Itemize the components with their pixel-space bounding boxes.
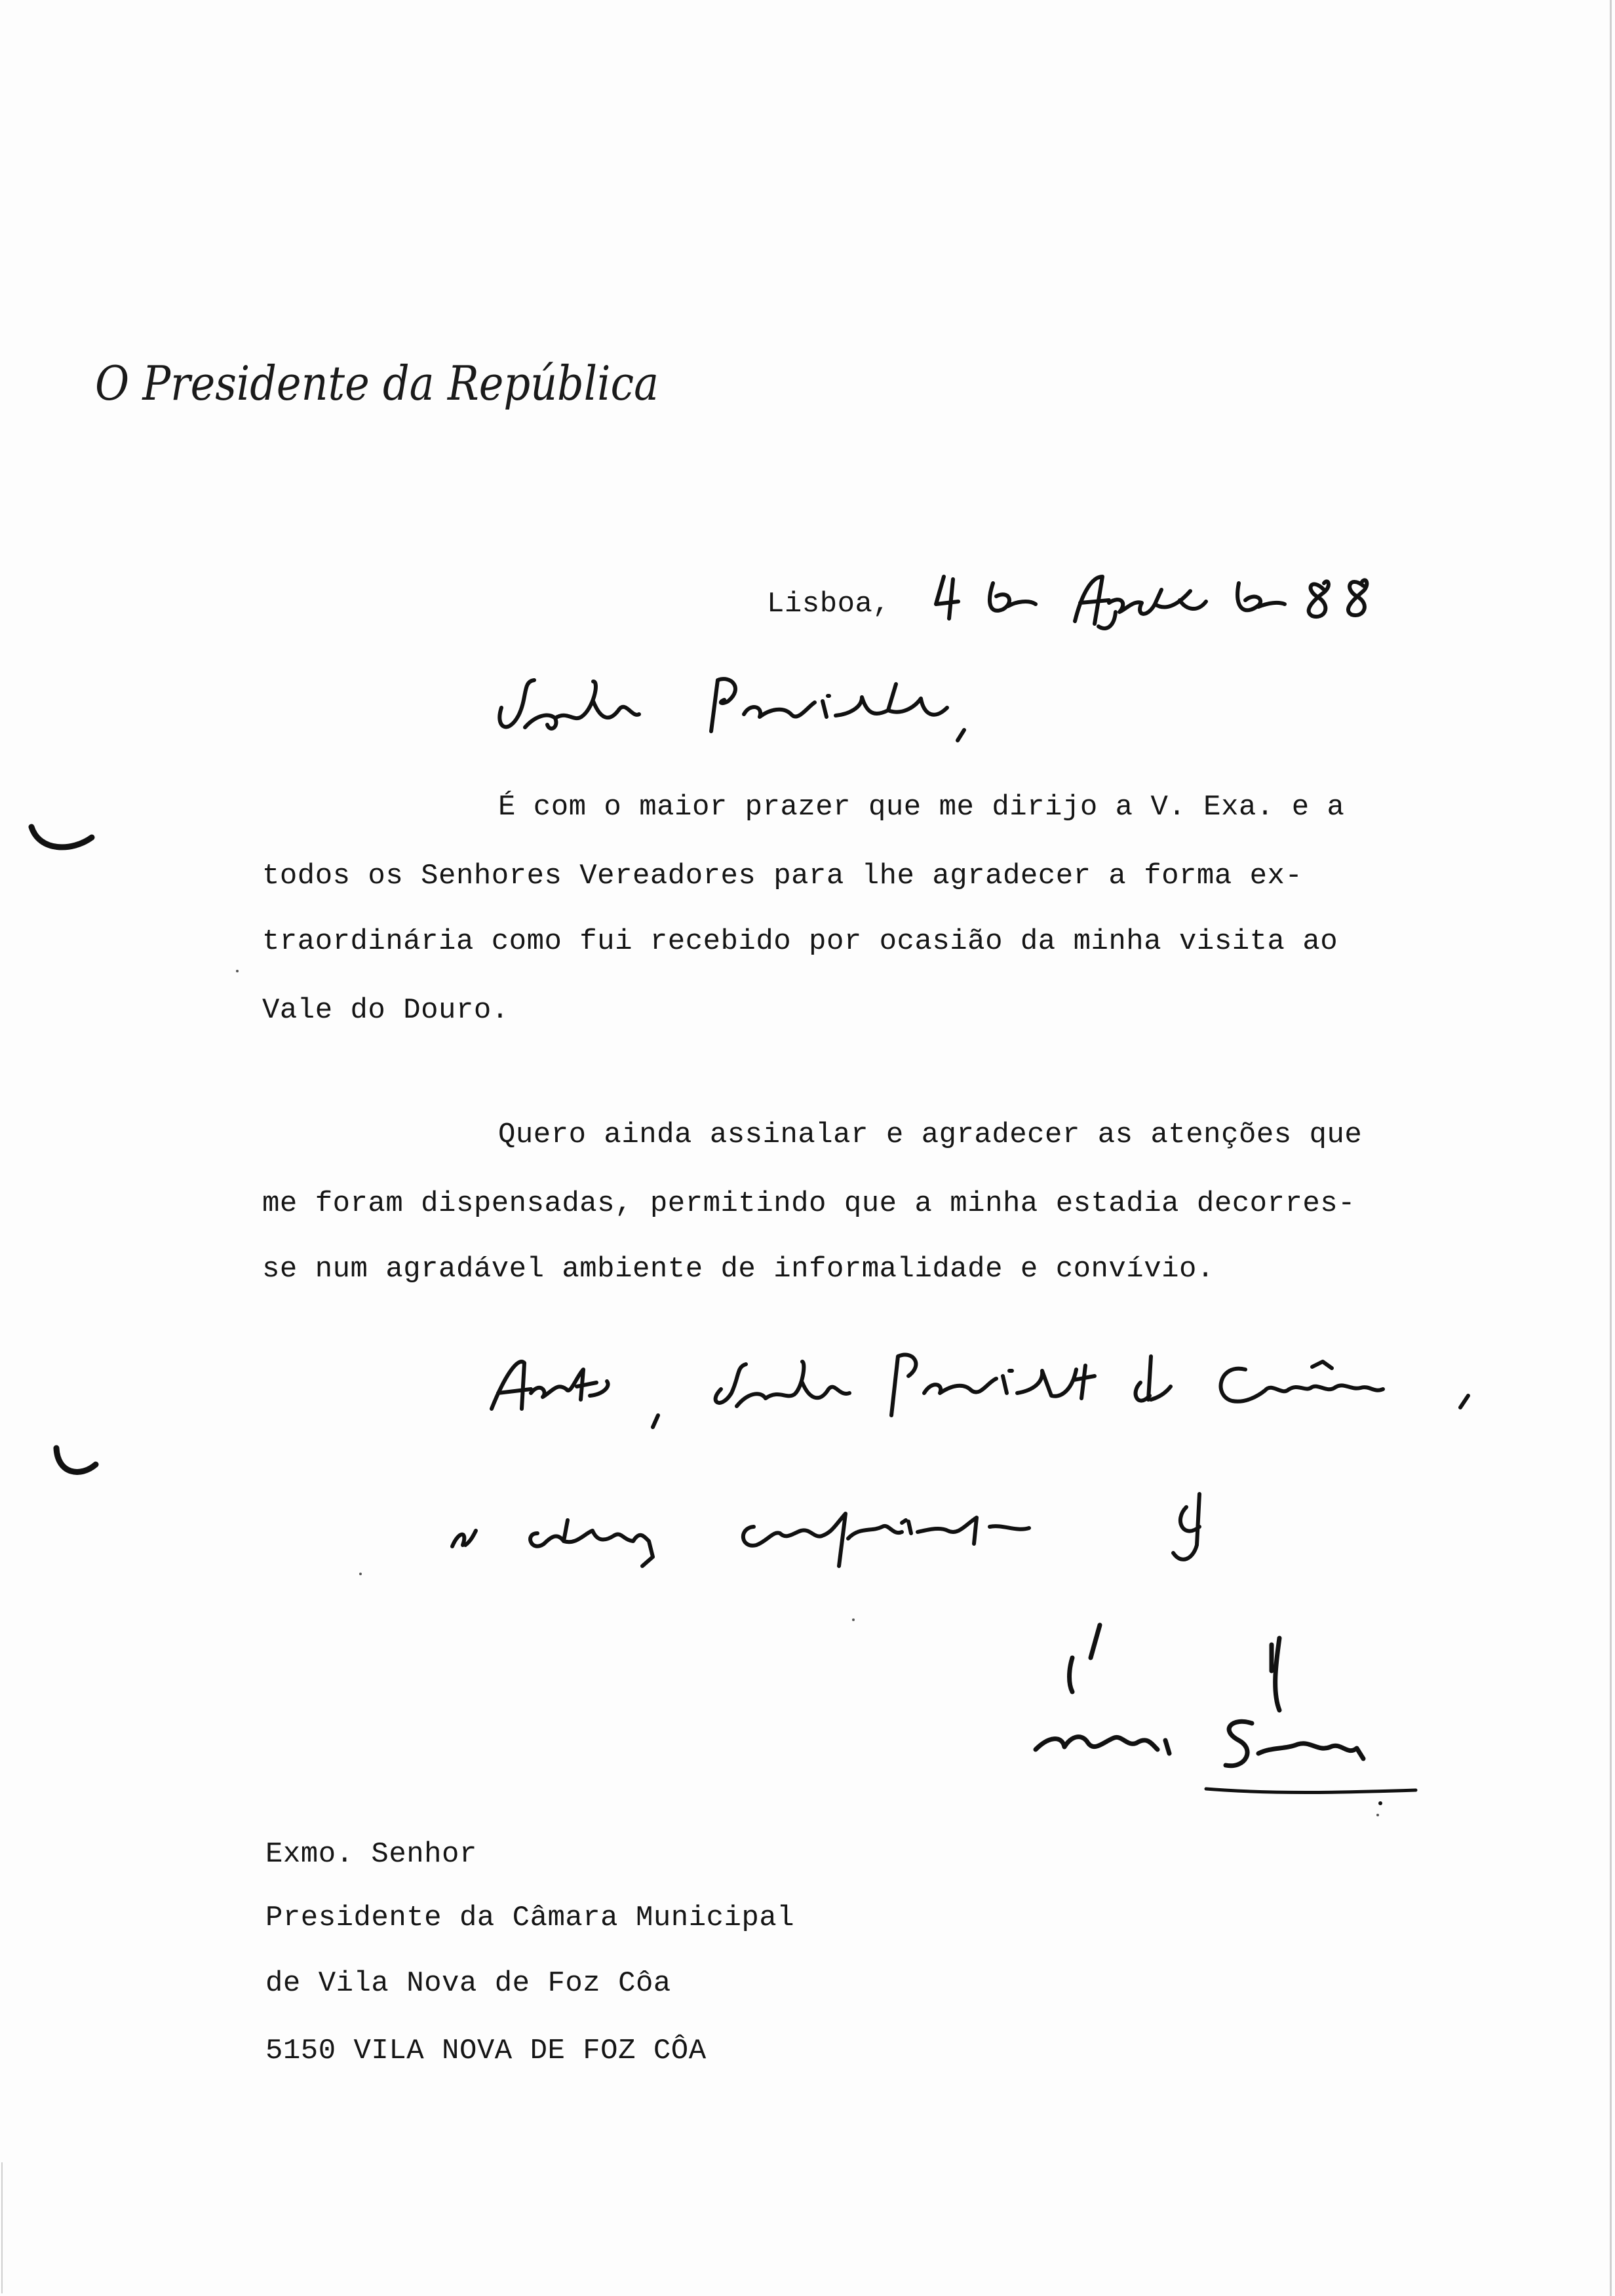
svg-text:Mário Soares: Mário Soares — [1022, 1618, 1028, 1619]
body-paragraph2-line2: me foram dispensadas, permitindo que a minha estadia decorres- — [262, 1187, 1356, 1220]
svg-text:Aceite, Senhor Presidente da C: Aceite, Senhor Presidente da Câmara, — [485, 1330, 499, 1331]
handwritten-date — [931, 564, 1390, 636]
punch-hole-mark-top — [26, 819, 98, 858]
punch-hole-mark-bottom — [51, 1442, 104, 1487]
handwritten-closing-line2 — [439, 1468, 1252, 1586]
scan-edge-left — [1, 2162, 3, 2293]
address-line4: 5150 VILA NOVA DE FOZ CÔA — [265, 2035, 707, 2067]
svg-text:O Presidente da República: O Presidente da República — [95, 356, 659, 411]
scan-edge-right — [1610, 0, 1612, 2296]
scan-speck — [1376, 1814, 1379, 1816]
scan-speck — [359, 1573, 362, 1575]
body-paragraph1-line4: Vale do Douro. — [262, 994, 509, 1027]
signature — [1022, 1618, 1442, 1808]
body-paragraph1-line1: É com o maior prazer que me dirijo a V. Exa. e a — [498, 791, 1345, 824]
handwritten-salutation — [495, 662, 1019, 760]
date-place-label: Lisboa, — [767, 588, 891, 621]
address-line2: Presidente da Câmara Municipal — [265, 1902, 795, 1934]
body-paragraph2-line1: Quero ainda assinalar e agradecer as atenções que — [498, 1119, 1363, 1151]
letterhead — [95, 344, 672, 429]
body-paragraph2-line3: se num agradável ambiente de informalidade e convívio. — [262, 1253, 1215, 1286]
scan-speck — [236, 970, 239, 972]
scan-speck — [852, 1618, 855, 1621]
handwritten-closing-line1 — [485, 1330, 1494, 1435]
letterhead-script — [95, 344, 672, 429]
body-paragraph1-line2: todos os Senhores Vereadores para lhe agradecer a forma ex- — [262, 860, 1303, 892]
address-line3: de Vila Nova de Foz Côa — [265, 1967, 671, 2000]
body-paragraph1-line3: traordinária como fui recebido por ocasião da minha visita ao — [262, 925, 1338, 958]
address-line1: Exmo. Senhor — [265, 1838, 477, 1871]
